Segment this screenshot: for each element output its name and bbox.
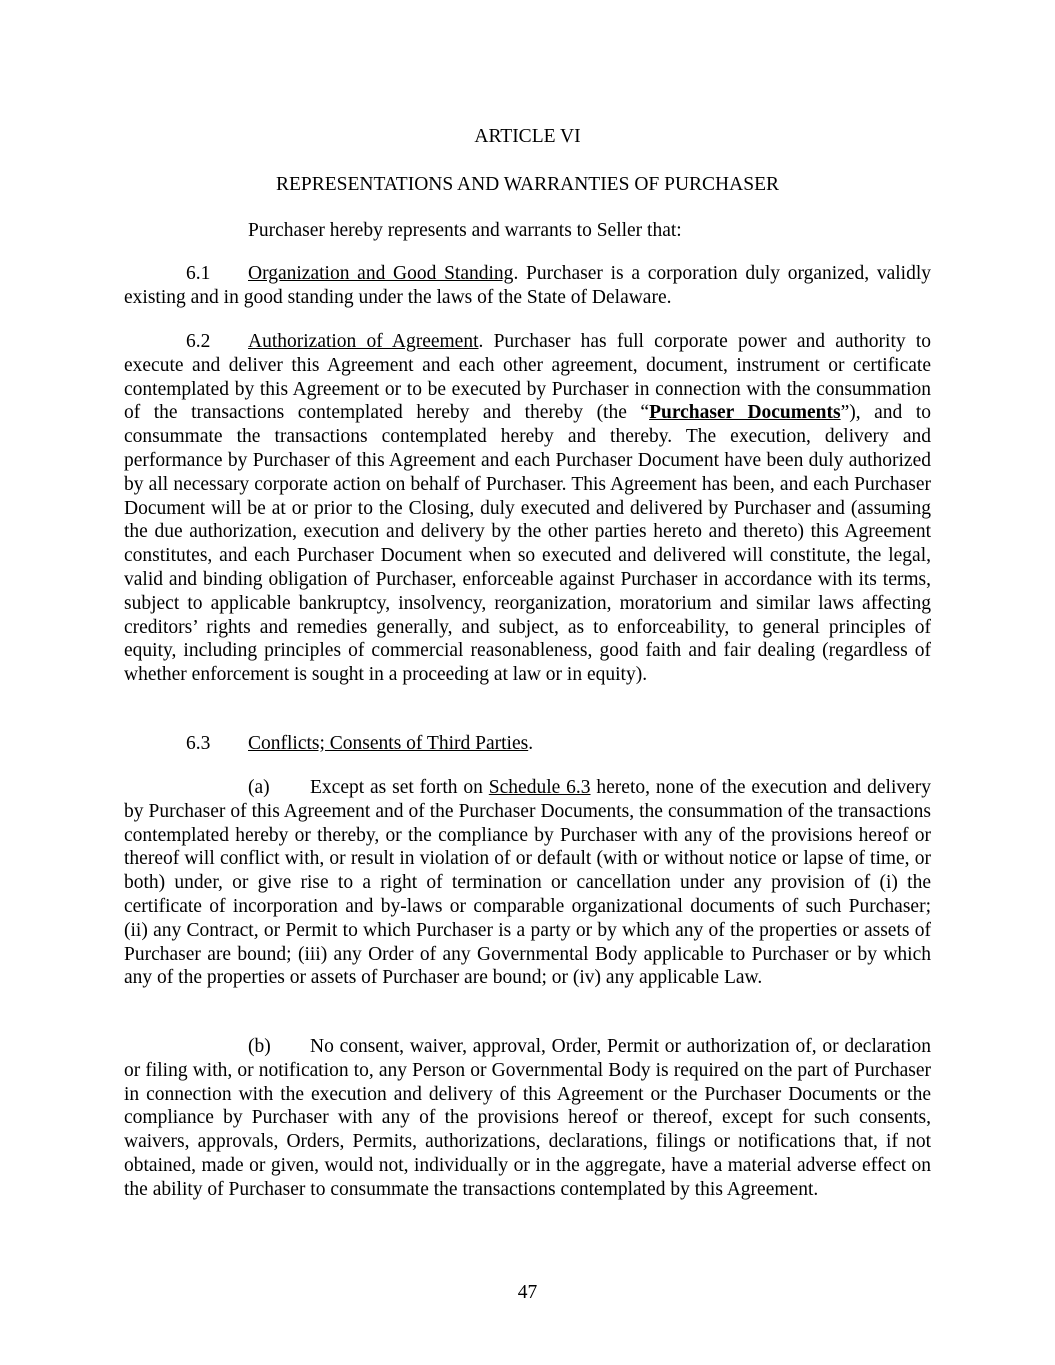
section-6-2-text-b: ”), and to consummate the transactions contemplated hereby and thereby. The execution, delivery and performance by Purchaser of this Agreement and each Purchaser Document have been duly authorized by all necessary corporate action on behalf of Purchaser. This Agreement has been, and each Purchaser Document will be at or prior to the Closing, duly executed and delivered by Purchaser and (assuming the due authorization, execution and delivery by the other parties hereto and thereto) this Agreement constitutes, and each Purchaser Document when so executed and delivered will constitute, the legal, valid and binding obligation of Purchaser, enforceable against Purchaser in accordance with its terms, subject to applicable bankruptcy, insolvency, reorganization, moratorium and similar laws affecting creditors’ rights and remedies generally, and subject, as to enforceability, to general principles of equity, including principles of commercial reasonableness, good faith and fair dealing (regardless of whether enforcement is sought in a proceeding at law or in equity). — [124, 402, 931, 686]
section-6-3-heading-period: . — [528, 733, 534, 754]
schedule-6-3-reference: Schedule 6.3 — [488, 777, 591, 798]
section-6-1-number: 6.1 — [186, 263, 211, 284]
section-6-3 — [186, 732, 533, 756]
section-6-3-b-label: (b) — [248, 1036, 271, 1057]
section-6-2-heading: Authorization of Agreement — [248, 331, 479, 352]
section-6-2-number: 6.2 — [186, 331, 211, 352]
section-6-2 — [124, 330, 931, 687]
page-number: 47 — [517, 1282, 538, 1303]
section-6-3-a-label: (a) — [248, 777, 270, 798]
section-6-3-a-text-b: hereto, none of the execution and delivery by Purchaser of this Agreement and of the Purchaser Documents, the consummation of the transactions contemplated hereby or thereby, or the compliance by Purchaser with any of the provisions hereof or thereof will conflict with, or result in violation of or default (with or without notice or lapse of time, or both) under, or give rise to a right of termination or cancellation under any provision of (i) the certificate of incorporation and by-laws or comparable organizational documents of such Purchaser; (ii) any Contract, or Permit to which Purchaser is a party or by which any of the properties or assets of Purchaser are bound; (iii) any Order of any Governmental Body applicable to Purchaser or by which any of the properties or assets of Purchaser are bound; or (iv) any applicable Law. — [124, 777, 932, 989]
article-title: REPRESENTATIONS AND WARRANTIES OF PURCHASER — [276, 174, 779, 195]
section-6-3-b — [124, 1035, 931, 1202]
section-6-3-b-text: No consent, waiver, approval, Order, Permit or authorization of, or declaration or filing with, or notification to, any Person or Governmental Body is required on the part of Purchaser in connection with the execution and delivery of this Agreement or the Purchaser Documents or the compliance by Purchaser with any of the provisions hereof or thereof, except for such consents, waivers, approvals, Orders, Permits, authorizations, declarations, filings or notifications that, if not obtained, made or given, would not, individually or in the aggregate, have a material adverse effect on the ability of Purchaser to consummate the transactions contemplated by this Agreement. — [124, 1036, 931, 1200]
section-6-1 — [124, 262, 931, 310]
section-6-3-heading: Conflicts; Consents of Third Parties — [248, 733, 529, 754]
section-6-1-heading: Organization and Good Standing — [248, 263, 514, 284]
purchaser-documents-defined-term: Purchaser Documents — [649, 402, 841, 424]
section-6-2-text-a: . Purchaser has full corporate power and authority to execute and deliver this Agreement and each other agreement, document, instrument or certificate contemplated by this Agreement or to be executed by Purchaser in connection with the consummation of the transactions contemplated hereby and thereby (the “ — [124, 331, 931, 424]
article-number: ARTICLE VI — [474, 126, 581, 147]
article-intro: Purchaser hereby represents and warrants to Seller that: — [248, 220, 682, 241]
section-6-3-a — [124, 776, 931, 990]
section-6-3-number: 6.3 — [186, 733, 211, 754]
section-6-1-text: . Purchaser is a corporation duly organized, validly existing and in good standing under the laws of the State of Delaware. — [124, 263, 932, 308]
section-6-3-a-text-a: Except as set forth on — [310, 777, 489, 798]
